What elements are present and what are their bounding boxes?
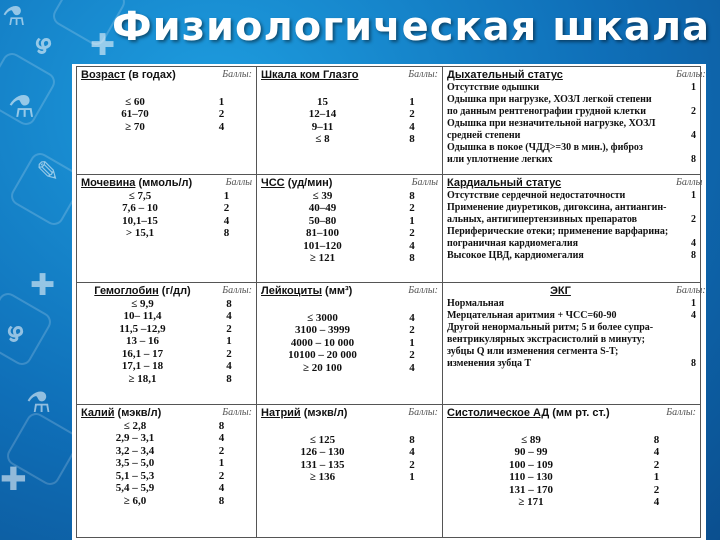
range-value: 61–70 xyxy=(121,108,149,120)
range-value: 12–14 xyxy=(308,108,337,120)
range-value: 7,6 – 10 xyxy=(122,202,158,214)
criteria-text: пограничная кардиомегалия xyxy=(447,237,579,249)
points-label: Баллы: xyxy=(222,69,252,80)
plus-icon: ✚ xyxy=(0,460,27,498)
range-value: 16,1 – 17 xyxy=(121,347,164,360)
hr-unit: (уд/мин) xyxy=(287,177,333,189)
score-row xyxy=(80,373,253,386)
score-value: 1 xyxy=(691,297,696,309)
score-value: 4 xyxy=(409,311,415,324)
score-value: 2 xyxy=(409,349,415,361)
range-value: ≤ 3000 xyxy=(307,311,338,324)
score-row xyxy=(260,121,439,134)
criteria-row xyxy=(446,190,697,202)
score-value: 2 xyxy=(409,227,415,239)
range-value: 101–120 xyxy=(303,239,342,252)
criteria-text: или уплотнение легких xyxy=(447,153,553,165)
sbp-section xyxy=(443,405,701,538)
score-row xyxy=(80,360,253,373)
score-row xyxy=(260,459,439,472)
flask-icon: ⚗ xyxy=(8,90,35,125)
range-value: 3,5 – 5,0 xyxy=(115,457,155,469)
score-value: 4 xyxy=(223,214,230,227)
score-row xyxy=(260,471,439,484)
criteria-text: Отсутствие сердечной недостаточности xyxy=(447,189,626,201)
age-header: Возраст xyxy=(81,69,126,81)
criteria-row xyxy=(446,106,697,118)
score-value: 2 xyxy=(218,469,225,482)
range-value: 100 – 109 xyxy=(509,458,553,471)
range-value: 90 – 99 xyxy=(514,446,548,458)
score-value: 8 xyxy=(226,297,232,310)
k-unit: (мэкв/л) xyxy=(117,407,162,419)
range-value: 81–100 xyxy=(306,227,339,239)
score-value: 2 xyxy=(653,458,660,471)
sbp-unit: (мм рт. ст.) xyxy=(552,407,610,419)
score-row xyxy=(80,190,253,203)
score-value: 8 xyxy=(691,249,696,261)
score-value: 4 xyxy=(409,239,415,252)
range-value: 10– 11,4 xyxy=(123,310,162,322)
score-value: 4 xyxy=(691,237,696,249)
score-value: 2 xyxy=(409,458,415,471)
range-value: 2,9 – 3,1 xyxy=(115,432,155,444)
range-value: ≤ 8 xyxy=(315,133,330,145)
score-value: 8 xyxy=(691,357,696,369)
range-value: ≤ 89 xyxy=(521,433,541,446)
score-value: 8 xyxy=(409,133,415,145)
range-value: 40–49 xyxy=(308,202,337,214)
range-value: ≥ 6,0 xyxy=(123,494,147,507)
score-row xyxy=(80,96,253,109)
plus-icon: ✚ xyxy=(30,268,56,303)
score-value: 2 xyxy=(691,213,696,225)
score-value: 4 xyxy=(691,309,696,321)
score-row xyxy=(446,459,697,472)
score-row xyxy=(260,434,439,447)
score-value: 1 xyxy=(691,189,696,201)
score-row xyxy=(260,362,439,375)
score-value xyxy=(675,334,697,346)
wbc-section xyxy=(257,283,443,405)
criteria-text: средней степени xyxy=(447,129,521,141)
criteria-text: Высокое ЦВД, кардиомегалия xyxy=(447,249,584,261)
criteria-text: Применение диуретиков, дигоксина, антиангин- xyxy=(447,201,667,213)
points-label: Баллы: xyxy=(676,285,706,296)
score-value: 1 xyxy=(409,471,415,483)
criteria-row xyxy=(446,130,697,142)
score-value: 4 xyxy=(409,361,415,374)
cardiac-section xyxy=(443,175,701,283)
score-row xyxy=(260,337,439,350)
points-label: Баллы: xyxy=(666,407,696,418)
sbp-header: Систолическое АД xyxy=(447,407,550,419)
range-value: ≥ 136 xyxy=(309,471,336,483)
criteria-text: Одышка при нагрузке, ХОЗЛ легкой степени xyxy=(447,93,652,105)
points-label: Баллы: xyxy=(676,69,706,80)
score-value: 1 xyxy=(218,457,225,469)
score-value: 8 xyxy=(226,372,232,385)
range-value: > 15,1 xyxy=(125,227,155,239)
points-label: Баллы xyxy=(411,177,438,188)
score-value: 1 xyxy=(653,471,660,483)
score-value: 2 xyxy=(409,324,415,336)
score-value xyxy=(675,346,697,358)
criteria-text: по данным рентгенографии грудной клетки xyxy=(447,105,646,117)
range-value: 9–11 xyxy=(311,120,334,133)
range-value: 3,2 – 3,4 xyxy=(115,444,155,457)
range-value: 4000 – 10 000 xyxy=(290,336,355,349)
range-value: 17,1 – 18 xyxy=(121,360,164,372)
points-label: Баллы: xyxy=(222,285,252,296)
score-row xyxy=(80,108,253,121)
range-value: ≥ 121 xyxy=(309,252,336,264)
score-row xyxy=(260,202,439,215)
range-value: ≤ 60 xyxy=(125,95,145,108)
scale-grid xyxy=(76,66,706,538)
resp-header: Дыхательный статус xyxy=(447,69,563,81)
score-value xyxy=(675,322,697,334)
score-row xyxy=(260,227,439,240)
score-value: 4 xyxy=(653,496,660,508)
criteria-row xyxy=(446,298,697,310)
score-value: 4 xyxy=(226,310,232,322)
points-label: Баллы: xyxy=(222,407,252,418)
score-row xyxy=(446,434,697,447)
score-value: 8 xyxy=(218,494,225,507)
range-value: 50–80 xyxy=(308,214,337,227)
score-row xyxy=(260,324,439,337)
range-value: 15 xyxy=(317,95,328,108)
syringe-icon: ✎ xyxy=(36,155,60,188)
score-row xyxy=(260,446,439,459)
range-value: 10,1–15 xyxy=(122,214,158,227)
plus-icon: ✚ xyxy=(90,28,116,63)
range-value: ≤ 2,8 xyxy=(123,419,147,432)
score-value: 2 xyxy=(409,108,415,120)
gcs-section xyxy=(257,67,443,175)
score-value: 8 xyxy=(223,227,230,239)
range-value: 126 – 130 xyxy=(300,446,345,458)
score-value: 2 xyxy=(226,322,232,335)
score-value: 2 xyxy=(223,202,230,214)
score-value: 1 xyxy=(409,95,415,108)
score-row xyxy=(260,215,439,228)
criteria-row xyxy=(446,214,697,226)
urea-header: Мочевина xyxy=(81,177,136,189)
score-row xyxy=(80,445,253,458)
flask-icon: ⚗ xyxy=(2,2,26,32)
points-label: Баллы: xyxy=(408,407,438,418)
score-row xyxy=(446,471,697,484)
criteria-row xyxy=(446,346,697,358)
criteria-text: Мерцательная аритмия + ЧСС=60-90 xyxy=(447,309,617,321)
score-row xyxy=(260,108,439,121)
score-value xyxy=(675,142,697,154)
score-value xyxy=(675,94,697,106)
hb-section xyxy=(77,283,257,405)
range-value: 131 – 135 xyxy=(300,458,345,471)
range-value: ≤ 9,9 xyxy=(131,297,154,310)
ecg-header: ЭКГ xyxy=(550,285,571,297)
score-value: 4 xyxy=(653,446,660,458)
score-value: 2 xyxy=(218,444,225,457)
score-value: 2 xyxy=(218,108,225,120)
range-value: 11,5 –12,9 xyxy=(119,322,166,335)
criteria-text: Одышка при незначительной нагрузке, ХОЗЛ xyxy=(447,117,656,129)
score-row xyxy=(80,298,253,311)
score-value: 1 xyxy=(223,189,230,202)
wbc-header: Лейкоциты xyxy=(261,285,322,297)
age-unit: (в годах) xyxy=(128,69,176,81)
range-value: 131 – 170 xyxy=(509,483,553,496)
urea-unit: (ммоль/л) xyxy=(138,177,193,189)
gcs-header: Шкала ком Глазго xyxy=(261,69,359,81)
criteria-text: альных, антигипертензивных препаратов xyxy=(447,213,638,225)
score-row xyxy=(80,335,253,348)
score-row xyxy=(80,348,253,361)
score-row xyxy=(260,252,439,265)
resp-section xyxy=(443,67,706,175)
criteria-row xyxy=(446,310,697,322)
score-value: 8 xyxy=(218,419,225,432)
range-value: ≤ 7,5 xyxy=(128,189,152,202)
score-value xyxy=(675,226,697,238)
range-value: ≥ 18,1 xyxy=(128,372,157,385)
criteria-row xyxy=(446,142,697,154)
range-value: 5,4 – 5,9 xyxy=(115,482,155,494)
hb-header: Гемоглобин xyxy=(94,285,159,297)
criteria-row xyxy=(446,358,697,370)
score-value: 8 xyxy=(409,433,415,446)
hr-header: ЧСС xyxy=(261,177,285,189)
score-value: 4 xyxy=(409,446,415,458)
score-row xyxy=(80,202,253,215)
criteria-text: Отсутствие одышки xyxy=(447,81,540,93)
criteria-text: изменения зубца T xyxy=(447,357,532,369)
score-value: 4 xyxy=(218,482,225,494)
na-unit: (мэкв/л) xyxy=(303,407,348,419)
criteria-row xyxy=(446,118,697,130)
score-row xyxy=(260,240,439,253)
criteria-text: зубцы Q или изменения сегмента S-T; xyxy=(447,345,619,357)
criteria-text: Периферические отеки; применение варфарина; xyxy=(447,225,669,237)
points-label: Баллы xyxy=(676,177,703,188)
na-section xyxy=(257,405,443,538)
range-value: 10100 – 20 000 xyxy=(288,349,357,361)
points-label: Баллы: xyxy=(408,69,438,80)
score-value: 4 xyxy=(409,120,415,133)
score-row xyxy=(260,349,439,362)
score-row xyxy=(446,496,697,509)
page-title: Физиологическая шкала xyxy=(112,4,711,50)
flask-icon: ⚗ xyxy=(26,386,52,419)
score-value: 1 xyxy=(218,95,225,108)
range-value: 110 – 130 xyxy=(509,471,553,483)
urea-section xyxy=(77,175,257,283)
criteria-row xyxy=(446,202,697,214)
score-value: 8 xyxy=(409,189,415,202)
score-row xyxy=(80,310,253,323)
score-value: 1 xyxy=(409,336,415,349)
ecg-section xyxy=(443,283,706,405)
range-value: ≤ 125 xyxy=(309,433,336,446)
score-value: 4 xyxy=(226,360,232,372)
range-value: ≥ 70 xyxy=(125,120,145,133)
sperm-icon: ഴ xyxy=(6,318,23,348)
score-row xyxy=(446,484,697,497)
cardiac-header: Кардиальный статус xyxy=(447,177,562,189)
score-row xyxy=(80,457,253,470)
score-value: 2 xyxy=(226,347,232,360)
criteria-row xyxy=(446,226,697,238)
criteria-row xyxy=(446,334,697,346)
criteria-row xyxy=(446,250,697,262)
range-value: ≥ 20 100 xyxy=(302,361,343,374)
score-value: 1 xyxy=(226,335,232,347)
criteria-row xyxy=(446,82,697,94)
k-header: Калий xyxy=(81,407,115,419)
score-value: 2 xyxy=(653,483,660,496)
score-row xyxy=(80,420,253,433)
score-value: 8 xyxy=(691,153,696,165)
score-value: 1 xyxy=(691,81,696,93)
score-row xyxy=(80,323,253,336)
scale-sheet xyxy=(72,64,706,540)
range-value: 5,1 – 5,3 xyxy=(115,469,155,482)
score-value: 2 xyxy=(691,105,696,117)
score-row xyxy=(260,133,439,146)
points-label: Баллы xyxy=(225,177,252,188)
score-value: 2 xyxy=(409,202,415,214)
score-row xyxy=(80,470,253,483)
criteria-row xyxy=(446,94,697,106)
score-row xyxy=(260,312,439,325)
hb-unit: (г/дл) xyxy=(161,285,191,297)
criteria-text: вентрикулярных экстрасистолий в минуту; xyxy=(447,333,645,345)
na-header: Натрий xyxy=(261,407,301,419)
criteria-text: Нормальная xyxy=(447,297,505,309)
criteria-row xyxy=(446,154,697,166)
score-row xyxy=(80,215,253,228)
score-value: 8 xyxy=(653,433,660,446)
score-row xyxy=(260,190,439,203)
criteria-text: Другой ненормальный ритм; 5 и более супра- xyxy=(447,321,654,333)
score-row xyxy=(80,482,253,495)
wbc-unit: (мм³) xyxy=(325,285,353,297)
score-value: 4 xyxy=(691,129,696,141)
hr-section xyxy=(257,175,443,283)
score-value xyxy=(675,118,697,130)
score-value: 1 xyxy=(409,214,415,227)
points-label: Баллы: xyxy=(408,285,438,296)
score-value: 8 xyxy=(409,252,415,264)
criteria-row xyxy=(446,322,697,334)
score-row xyxy=(446,446,697,459)
range-value: ≥ 171 xyxy=(518,496,544,508)
score-row xyxy=(260,96,439,109)
score-value: 4 xyxy=(218,432,225,444)
sperm-icon: ഴ xyxy=(34,30,51,60)
criteria-row xyxy=(446,238,697,250)
score-value xyxy=(675,202,697,214)
score-row xyxy=(80,495,253,508)
range-value: ≤ 39 xyxy=(312,189,333,202)
score-value: 4 xyxy=(218,120,225,133)
age-section xyxy=(77,67,257,175)
score-row xyxy=(80,121,253,134)
score-row xyxy=(80,432,253,445)
range-value: 13 – 16 xyxy=(126,335,159,347)
k-section xyxy=(77,405,257,538)
criteria-text: Одышка в покое (ЧДД>=30 в мин.), фиброз xyxy=(447,141,643,153)
score-row xyxy=(80,227,253,240)
range-value: 3100 – 3999 xyxy=(295,324,350,336)
